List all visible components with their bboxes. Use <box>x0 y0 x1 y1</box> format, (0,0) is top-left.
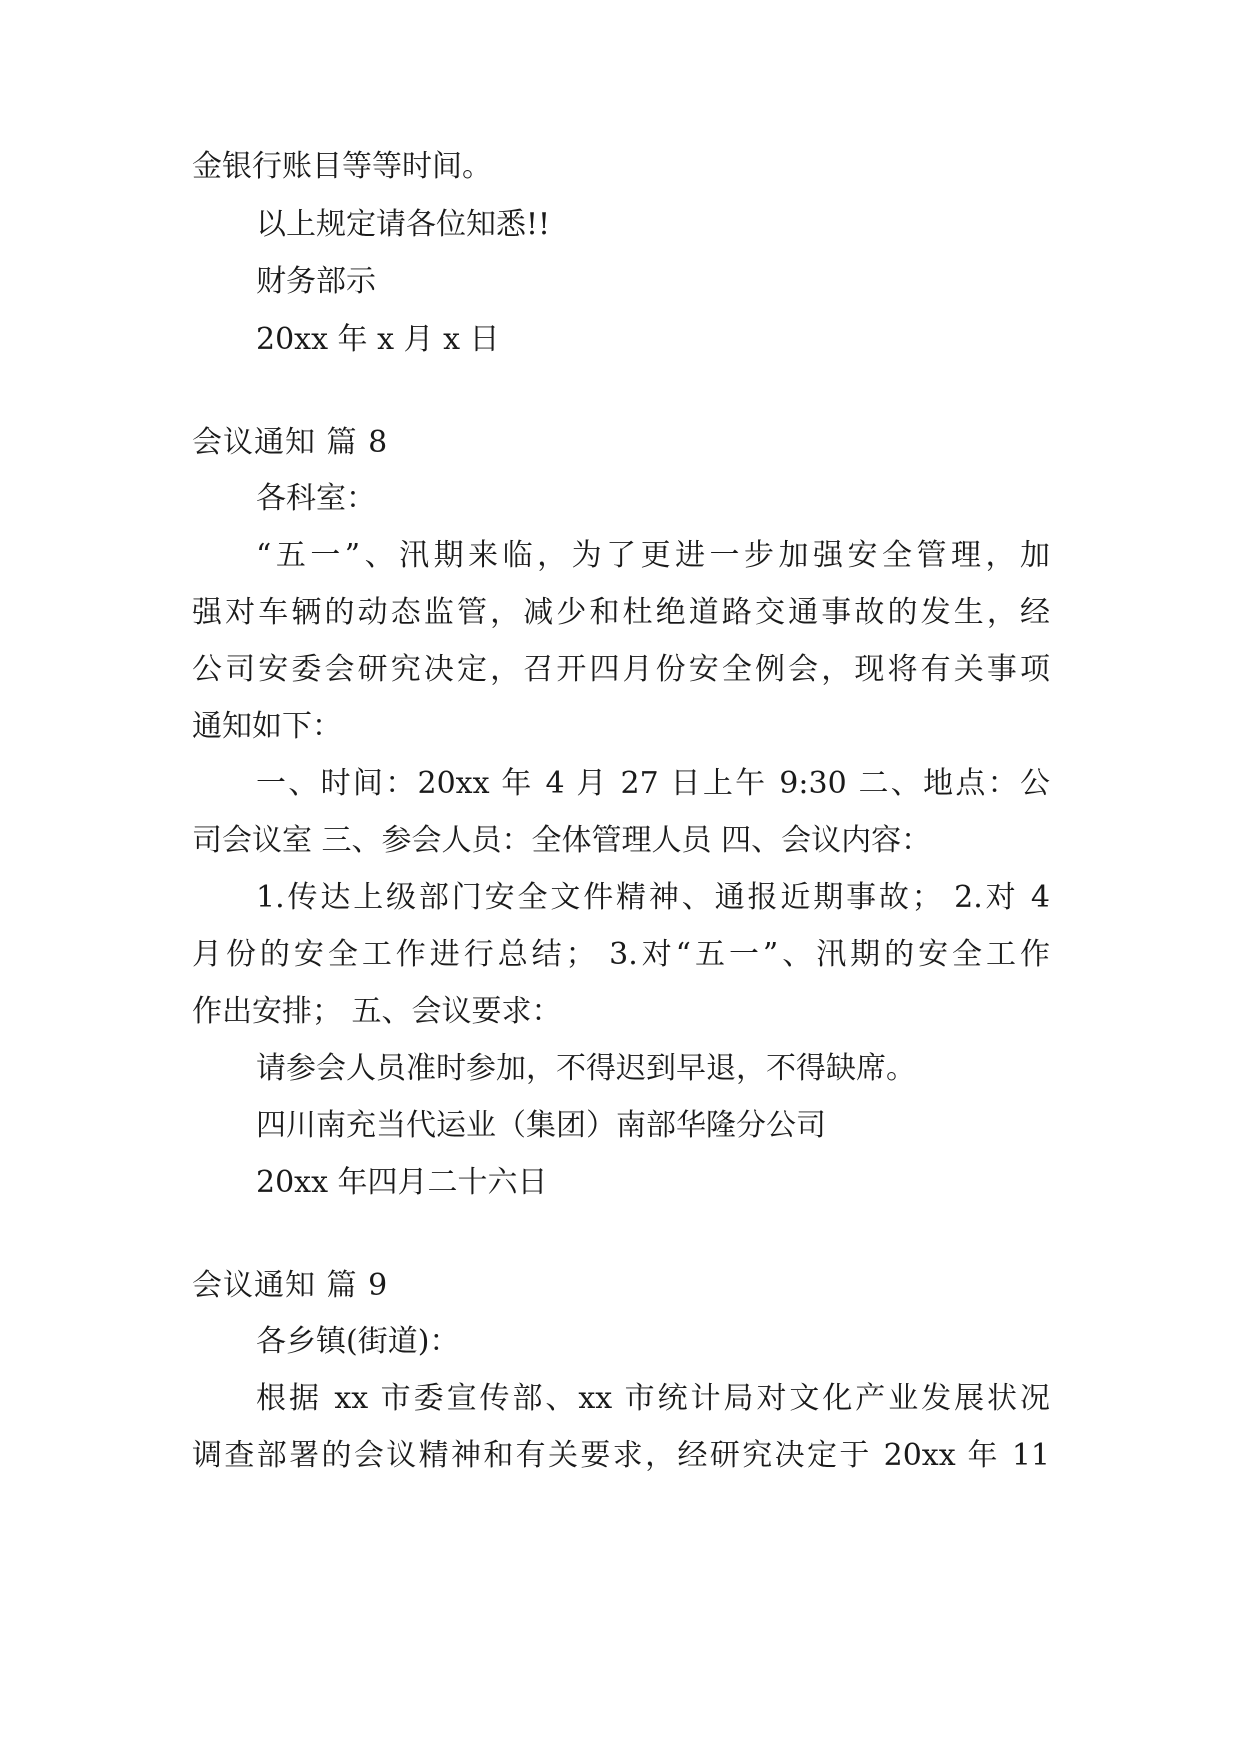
text-line: 金银行账目等等时间。 <box>192 149 492 184</box>
paragraph-line: 公司安委会研究决定，召开四月份安全例会，现将有关事项 <box>192 652 1050 687</box>
salutation: 各乡镇(街道)： <box>256 1324 460 1359</box>
paragraph-line: 强对车辆的动态监管，减少和杜绝道路交通事故的发生，经 <box>192 595 1050 630</box>
section-heading: 会议通知 篇 9 <box>192 1268 389 1303</box>
paragraph-line: 请参会人员准时参加，不得迟到早退，不得缺席。 <box>256 1051 916 1086</box>
signature-line: 四川南充当代运业（集团）南部华隆分公司 <box>256 1108 826 1143</box>
paragraph-line: “五一”、汛期来临，为了更进一步加强安全管理，加 <box>256 538 1050 573</box>
paragraph-line: 司会议室 三、参会人员：全体管理人员 四、会议内容： <box>192 823 932 858</box>
paragraph-line: 月份的安全工作进行总结； 3.对“五一”、汛期的安全工作 <box>192 937 1050 972</box>
date-line: 20xx 年 x 月 x 日 <box>256 322 500 357</box>
paragraph-line: 1.传达上级部门安全文件精神、通报近期事故； 2.对 4 <box>256 880 1050 915</box>
salutation: 各科室： <box>256 481 376 516</box>
text-line: 以上规定请各位知悉!! <box>256 207 551 242</box>
paragraph-line: 根据 xx 市委宣传部、xx 市统计局对文化产业发展状况 <box>256 1381 1050 1416</box>
paragraph-line: 一、时间：20xx 年 4 月 27 日上午 9:30 二、地点：公 <box>256 766 1050 801</box>
paragraph-line: 通知如下： <box>192 709 342 744</box>
date-line: 20xx 年四月二十六日 <box>256 1165 548 1200</box>
section-heading: 会议通知 篇 8 <box>192 425 389 460</box>
signature-line: 财务部示 <box>256 264 376 299</box>
paragraph-line: 作出安排； 五、会议要求： <box>192 994 562 1029</box>
paragraph-line: 调查部署的会议精神和有关要求，经研究决定于 20xx 年 11 <box>192 1438 1050 1473</box>
